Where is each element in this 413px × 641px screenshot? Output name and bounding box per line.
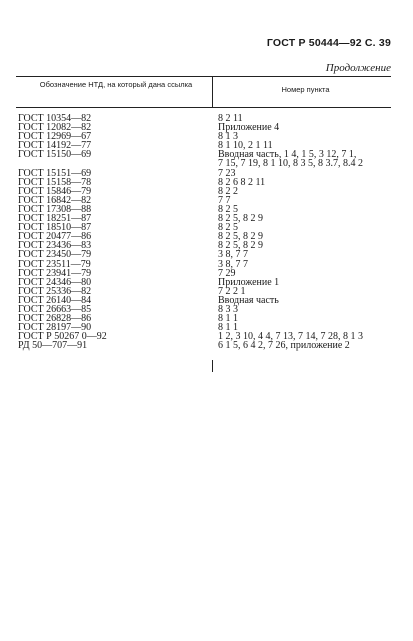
document-designation: ГОСТ 18510—87 bbox=[18, 222, 92, 234]
clause-number: 8 1 3 bbox=[218, 131, 238, 143]
clause-number: 7 29 bbox=[218, 267, 236, 279]
column-separator-tail bbox=[212, 360, 213, 372]
clause-number: 8 2 5 bbox=[218, 203, 238, 215]
document-designation: ГОСТ 15151—69 bbox=[18, 167, 92, 179]
document-designation: ГОСТ 10354—82 bbox=[18, 113, 92, 124]
document-designation: ГОСТ 26663—85 bbox=[18, 303, 92, 315]
document-designation: ГОСТ 23450—79 bbox=[18, 249, 92, 261]
column-separator bbox=[212, 76, 213, 107]
continuation-label: Продолжение bbox=[325, 62, 391, 74]
clause-number: 8 2 2 bbox=[218, 185, 238, 197]
document-designation: ГОСТ 26828—86 bbox=[18, 313, 92, 325]
clause-number: 8 2 5, 8 2 9 bbox=[218, 240, 263, 252]
reference-table-body bbox=[18, 114, 398, 350]
document-designation: ГОСТ 23941—79 bbox=[18, 267, 92, 279]
clause-number: 8 2 6 8 2 11 bbox=[218, 176, 266, 188]
document-designation: ГОСТ 12082—82 bbox=[18, 122, 92, 134]
page-header: ГОСТ Р 50444—92 С. 39 bbox=[266, 37, 391, 49]
clause-number: 8 2 11 bbox=[218, 113, 243, 124]
clause-number: Приложение 1 bbox=[218, 276, 280, 288]
clause-number: Вводная часть bbox=[218, 294, 279, 306]
document-designation: ГОСТ 25336—82 bbox=[18, 285, 92, 297]
clause-number: 3 8, 7 7 bbox=[218, 249, 248, 261]
document-designation: ГОСТ 20477—86 bbox=[18, 231, 92, 243]
clause-number: 3 8, 7 7 bbox=[218, 258, 248, 270]
document-designation: ГОСТ 15150—69 bbox=[18, 149, 92, 161]
document-designation: ГОСТ 15846—79 bbox=[18, 185, 92, 197]
document-designation: ГОСТ 16842—82 bbox=[18, 194, 92, 206]
document-designation: ГОСТ 12969—67 bbox=[18, 131, 92, 143]
table-header-rule bbox=[16, 107, 391, 108]
document-designation: ГОСТ Р 50267 0—92 bbox=[18, 331, 107, 343]
clause-number: 8 3 3 bbox=[218, 303, 238, 315]
document-designation: ГОСТ 15158—78 bbox=[18, 176, 92, 188]
document-designation: ГОСТ 18251—87 bbox=[18, 213, 92, 225]
clause-number: 1 2, 3 10, 4 4, 7 13, 7 14, 7 28, 8 1 3 bbox=[218, 331, 363, 343]
table-top-rule bbox=[16, 76, 391, 77]
clause-number: 8 1 1 bbox=[218, 322, 238, 334]
clause-number: 8 2 5, 8 2 9 bbox=[218, 231, 263, 243]
clause-number: 7 7 bbox=[218, 194, 231, 206]
clause-number: 6 1 5, 6 4 2, 7 26, приложение 2 bbox=[218, 340, 350, 352]
clause-number: Приложение 4 bbox=[218, 122, 280, 134]
document-designation: ГОСТ 23511—79 bbox=[18, 258, 91, 270]
document-designation: ГОСТ 17308—88 bbox=[18, 203, 92, 215]
clause-number: 7 23 bbox=[218, 167, 236, 179]
document-designation: ГОСТ 28197—90 bbox=[18, 322, 92, 334]
clause-number: Вводная часть, 1 4, 1 5, 3 12, 7 1, bbox=[218, 149, 357, 161]
column-header-clause: Номер пункта bbox=[281, 85, 330, 94]
column-header-document: Обозначение НТД, на который дана ссылка bbox=[39, 80, 193, 89]
clause-number: 8 2 5, 8 2 9 bbox=[218, 213, 263, 225]
document-designation: ГОСТ 26140—84 bbox=[18, 294, 92, 306]
document-designation: ГОСТ 23436—83 bbox=[18, 240, 92, 252]
document-designation: ГОСТ 14192—77 bbox=[18, 140, 92, 152]
document-designation: ГОСТ 24346—80 bbox=[18, 276, 92, 288]
table-row bbox=[18, 341, 398, 350]
clause-number: 8 2 5 bbox=[218, 222, 238, 234]
clause-number: 7 2 2 1 bbox=[218, 285, 246, 297]
clause-number: 8 1 1 bbox=[218, 313, 238, 325]
clause-number: 7 15, 7 19, 8 1 10, 8 3 5, 8 3.7, 8.4 2 bbox=[218, 158, 363, 170]
document-designation: РД 50—707—91 bbox=[18, 340, 88, 352]
clause-number: 8 1 10, 2 1 11 bbox=[218, 140, 273, 152]
